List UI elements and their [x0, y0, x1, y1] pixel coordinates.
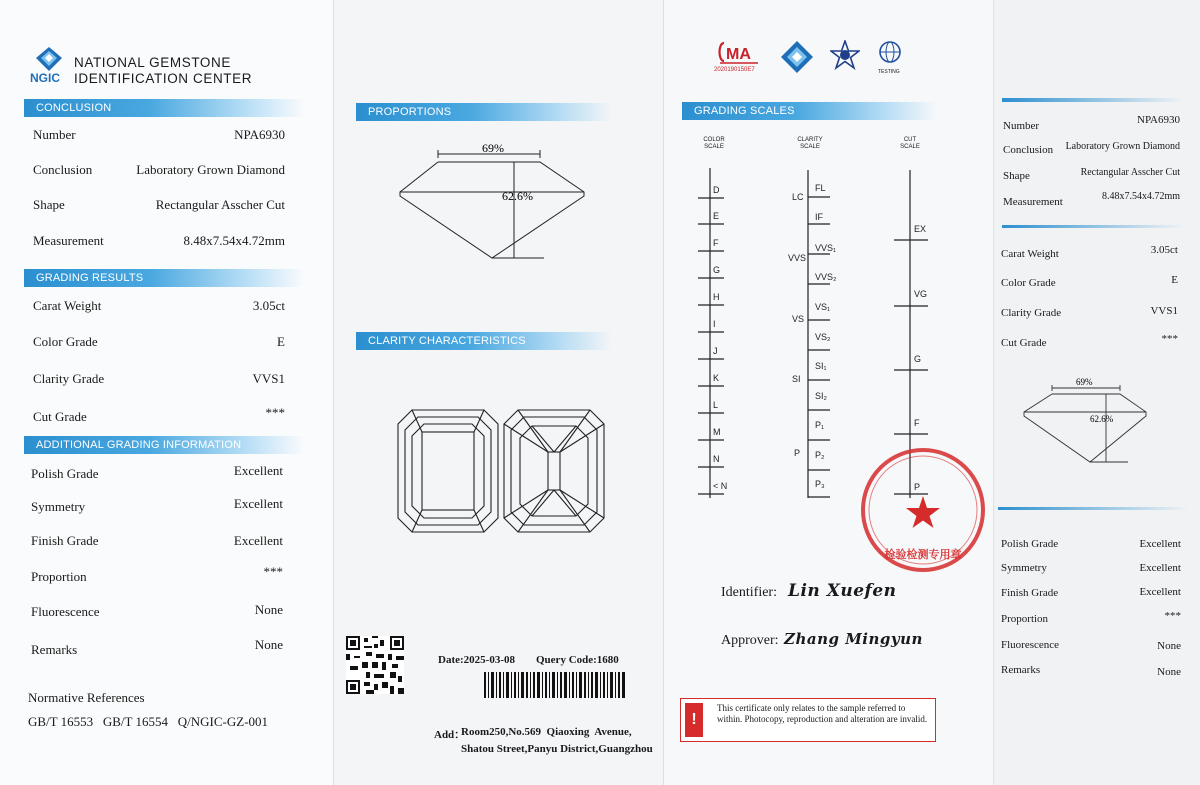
clarity-scale-title: CLARITY SCALE [797, 137, 823, 150]
color-grade-d: D [713, 185, 720, 195]
clarity-p1: P₁ [815, 420, 825, 430]
cut-p: P [914, 482, 921, 492]
org-name-line2: IDENTIFICATION CENTER [74, 71, 253, 86]
color-grade-j: J [713, 346, 718, 356]
identifier-label: Identifier: [721, 585, 777, 600]
cut-g: G [914, 354, 922, 364]
seal-text: 检验检测专用章 [884, 548, 962, 561]
cma-number: 2020190150E7 [714, 67, 755, 73]
clarity-si2: SI₂ [815, 391, 827, 401]
clarity-group-lc: LC [792, 192, 804, 202]
color-scale-title: COLOR SCALE [703, 137, 725, 150]
summary-mid-rule [1002, 225, 1182, 228]
section-bar-proportions: PROPORTIONS [356, 103, 611, 121]
section-bar-clarity: CLARITY CHARACTERISTICS [356, 332, 611, 350]
color-grade-h: H [713, 292, 720, 302]
clarity-group-p: P [794, 448, 801, 458]
cut-f: F [914, 418, 920, 428]
panel-grading-scales [663, 0, 993, 785]
svg-text:MA: MA [726, 46, 751, 63]
color-grade-g: G [713, 265, 721, 275]
ngic-abbr: NGIC [30, 71, 60, 85]
warning-icon: ! [685, 703, 703, 737]
table-percent: 69% [482, 141, 504, 155]
clarity-vvs1: VVS₁ [815, 243, 837, 253]
clarity-if: IF [815, 212, 823, 222]
qr-code-icon [346, 636, 404, 694]
official-seal-stamp [859, 446, 987, 574]
cut-ex: EX [914, 224, 927, 234]
barcode-icon [484, 672, 626, 698]
color-grade-e: E [713, 211, 720, 221]
clarity-vvs2: VVS₂ [815, 272, 837, 282]
summary-depth-percent: 62.6% [1090, 414, 1114, 424]
section-bar-grading: GRADING RESULTS [24, 269, 304, 287]
pavilion-view-diagram [502, 408, 606, 534]
address-line2: Shatou Street,Panyu District,Guangzhou [461, 743, 653, 755]
clarity-vs2: VS₂ [815, 332, 831, 342]
summary-bottom-rule [998, 507, 1188, 510]
summary-proportion-diagram [1020, 372, 1160, 468]
color-grade-k: K [713, 373, 720, 383]
ngic-logo-icon [34, 46, 64, 72]
clarity-group-vvs: VVS [788, 253, 807, 263]
depth-percent: 62.6% [502, 189, 533, 203]
panel-proportions [333, 0, 663, 785]
disclaimer-text: This certificate only relates to the sample referred to within. Photocopy, reproduction and alteration are invalid. [717, 703, 928, 724]
address-line1: Room250,No.569 Qiaoxing Avenue, [461, 726, 632, 738]
section-bar-additional: ADDITIONAL GRADING INFORMATION [24, 436, 304, 454]
crown-view-diagram [396, 408, 500, 534]
summary-top-rule [1002, 98, 1182, 102]
color-grade-f: F [713, 238, 719, 248]
normative-references-list: GB/T 16553 GB/T 16554 Q/NGIC-GZ-001 [28, 714, 269, 729]
cut-vg: VG [914, 289, 928, 299]
diamond-logo-icon [780, 40, 814, 74]
clarity-fl: FL [815, 183, 826, 193]
summary-table-percent: 69% [1076, 377, 1093, 387]
clarity-p2: P₂ [815, 450, 825, 460]
clarity-p3: P₃ [815, 479, 825, 489]
panel-conclusion: NGIC NATIONAL GEMSTONE IDENTIFICATION CENTER CONCLUSION Number NPA6930 Conclusion Laboratory Grown Diamond Shape Rectangular Asscher Cut Measurement 8.48x7.54x4.72mm GRADING RESULTS Carat Weight 3.05ct Color Grade E Clarity Grade VVS1 Cut Grade *** ADDITIONAL GRADING INFORMATION Polish Grade Excellent Symmetry Excellent Finish Grade Excellent Proportion *** Fluorescence None Remarks None Normative References GB/T 16553 GB/T 16554 Q/NGIC-GZ-001 [0, 0, 333, 785]
section-bar-scales: GRADING SCALES [682, 102, 937, 120]
normative-references-title: Normative References [28, 690, 145, 705]
clarity-group-si: SI [792, 374, 801, 384]
clarity-vs1: VS₁ [815, 302, 831, 312]
testing-globe-icon [876, 40, 904, 68]
star-badge-icon [830, 40, 860, 70]
color-grade-below-n: < N [713, 481, 728, 491]
cma-logo-icon [716, 40, 760, 66]
color-grade-l: L [713, 400, 719, 410]
panel-summary: Number NPA6930 Conclusion Laboratory Grown Diamond Shape Rectangular Asscher Cut Measurement 8.48x7.54x4.72mm Carat Weight 3.05ct Color Grade E Clarity Grade VVS1 Cut Grade *** 69% 62.6% Polish Grade Excellent Symmetry Excellent Finish Grade Excellent Proportion *** Fluorescence None Remarks None [993, 0, 1200, 785]
clarity-group-vs: VS [792, 314, 805, 324]
disclaimer-box [680, 698, 936, 742]
section-bar-conclusion: CONCLUSION [24, 99, 304, 117]
testing-label: TESTING [878, 69, 900, 75]
color-grade-m: M [713, 427, 721, 437]
color-grade-i: I [713, 319, 716, 329]
query-code: Query Code:1680 [536, 654, 619, 666]
report-date: Date:2025-03-08 [438, 654, 515, 666]
address-label: Add： [434, 729, 466, 741]
cut-scale-title: CUT SCALE [900, 137, 920, 150]
identifier-signature: Lin Xuefen [788, 581, 897, 601]
org-name-line1: NATIONAL GEMSTONE [74, 55, 231, 70]
approver-label: Approver: [721, 633, 779, 648]
approver-signature: Zhang Mingyun [784, 630, 923, 648]
proportion-diagram [394, 140, 614, 270]
clarity-si1: SI₁ [815, 361, 827, 371]
color-grade-n: N [713, 454, 720, 464]
